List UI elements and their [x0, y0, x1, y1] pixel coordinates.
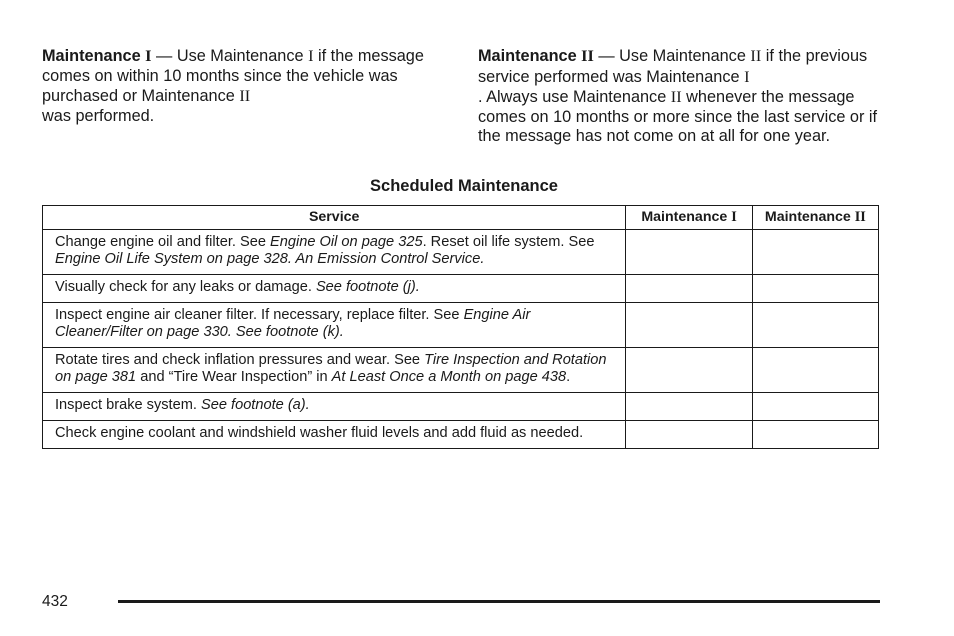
intro-text: if the previous service performed was Maintenance — [478, 47, 868, 86]
service-reference: See footnote (a). — [201, 397, 310, 413]
header-service: Service — [43, 206, 626, 230]
header-maintenance-i — [626, 206, 752, 230]
maintenance-i-cell — [626, 393, 752, 421]
service-reference: See footnote (j). — [315, 279, 420, 295]
maintenance-i-cell — [626, 303, 752, 348]
header-numeral: II — [854, 209, 866, 225]
table-row — [43, 348, 879, 393]
intro-text: if the message comes on within 10 months since the vehicle was purchased or Maintenance — [42, 47, 424, 105]
service-cell — [43, 303, 626, 348]
service-text: Visually check for any leaks or damage. — [55, 279, 316, 295]
intro-lead — [42, 47, 152, 65]
header-numeral: I — [731, 209, 737, 225]
header-text: Maintenance — [641, 209, 732, 225]
service-cell — [43, 393, 626, 421]
service-reference: Engine Air Cleaner/Filter on page 330. See footnote (k). — [55, 307, 531, 340]
table-row — [43, 230, 879, 275]
intro-lead — [478, 47, 594, 65]
intro-text: — Use Maintenance — [593, 47, 751, 65]
maintenance-ii-cell — [752, 421, 878, 449]
service-cell — [43, 230, 626, 275]
service-reference: Engine Oil Life System on page 328. An Emission Control Service. — [55, 251, 485, 267]
intro-lead-numeral: II — [581, 46, 594, 65]
intro-text: — Use Maintenance — [151, 47, 309, 65]
section-title: Scheduled Maintenance — [370, 177, 558, 195]
maintenance-i-cell — [626, 230, 752, 275]
table-header-row — [43, 206, 879, 230]
service-text: Rotate tires and check inflation pressures and wear. See — [55, 352, 425, 368]
service-text: Inspect engine air cleaner filter. If necessary, replace filter. See — [55, 307, 464, 323]
service-cell — [43, 348, 626, 393]
maintenance-i-cell — [626, 348, 752, 393]
intro-maintenance-i — [42, 46, 434, 126]
scheduled-maintenance-table — [42, 205, 879, 449]
maintenance-ii-cell — [752, 393, 878, 421]
intro-text: whenever the message comes on 10 months or more since the last service or if the message has not come on at all for one year. — [478, 88, 878, 145]
intro-lead-text: Maintenance — [478, 47, 582, 65]
service-text: Inspect brake system. — [55, 397, 201, 413]
intro-lead-text: Maintenance — [42, 47, 146, 65]
service-text: Change engine oil and filter. See — [55, 234, 271, 250]
maintenance-ii-cell — [752, 303, 878, 348]
header-maintenance-ii — [752, 206, 878, 230]
maintenance-ii-cell — [752, 348, 878, 393]
footer-rule — [118, 600, 880, 603]
maintenance-i-cell — [626, 421, 752, 449]
service-reference: Tire Inspection and Rotation on page 381 — [55, 352, 607, 385]
maintenance-i-cell — [626, 275, 752, 303]
service-text: Check engine coolant and windshield washer fluid levels and add fluid as needed. — [55, 425, 584, 441]
header-text: Maintenance — [764, 209, 855, 225]
page-number: 432 — [42, 593, 68, 610]
maintenance-ii-cell — [752, 230, 878, 275]
service-reference: At Least Once a Month on page 438 — [331, 369, 567, 385]
intro-numeral: I — [744, 66, 750, 86]
service-text: and “Tire Wear Inspection” in — [136, 369, 332, 385]
intro-numeral: II — [670, 87, 682, 106]
service-text: . — [566, 369, 571, 385]
intro-numeral: II — [750, 46, 762, 65]
intro-text: was performed. — [42, 106, 155, 125]
service-reference: Engine Oil on page 325 — [270, 234, 423, 250]
table-row — [43, 303, 879, 348]
table-row — [43, 275, 879, 303]
service-cell — [43, 421, 626, 449]
intro-numeral: II — [239, 86, 251, 105]
intro-text: . Always use Maintenance — [478, 88, 671, 106]
service-cell — [43, 275, 626, 303]
maintenance-ii-cell — [752, 275, 878, 303]
intro-lead-numeral: I — [145, 46, 152, 65]
intro-numeral: I — [308, 46, 314, 65]
table-row — [43, 421, 879, 449]
intro-maintenance-ii — [478, 46, 898, 147]
service-text: . Reset oil life system. See — [422, 234, 595, 250]
table-row — [43, 393, 879, 421]
